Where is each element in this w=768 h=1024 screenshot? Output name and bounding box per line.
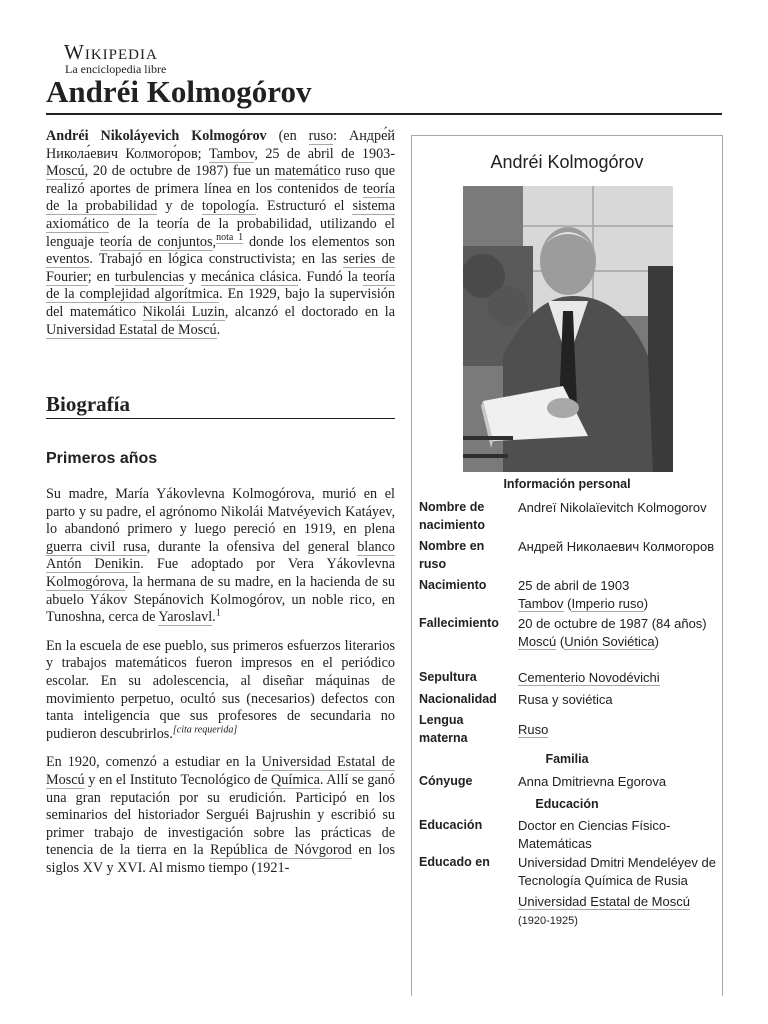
- link-novgorod[interactable]: República de Nóvgorod: [210, 842, 352, 859]
- text: (en: [266, 128, 309, 144]
- value: 25 de abril de 1903 Tambov (Imperio ruso): [518, 577, 718, 612]
- link-moscu-infobox[interactable]: Moscú: [518, 633, 557, 649]
- label: Nacimiento: [419, 578, 487, 592]
- label: Fallecimiento: [419, 616, 499, 630]
- value: [518, 854, 718, 930]
- value: Andreï Nikolaïevitch Kolmogorov: [518, 500, 707, 515]
- link-quimica[interactable]: Química: [271, 771, 320, 788]
- value: [518, 721, 718, 739]
- text: . Estructuró el: [255, 198, 353, 215]
- infobox: [411, 135, 723, 996]
- text: , durante la ofensiva del general: [146, 538, 358, 555]
- text: y: [184, 268, 202, 285]
- subject-name: Andréi Nikoláyevich Kolmogórov: [46, 128, 267, 144]
- link-universidad-moscu-2[interactable]: Universidad Estatal de Moscú: [46, 754, 395, 788]
- page-title: Andréi Kolmogórov: [46, 74, 312, 109]
- link-tambov[interactable]: Tambov: [209, 145, 255, 162]
- value: Андрей Николаевич Колмогоров: [518, 539, 715, 554]
- text: . Fundó la: [298, 268, 363, 285]
- text: .: [212, 609, 216, 626]
- heading-biografia: Biografía: [46, 392, 130, 416]
- label: Sepultura: [419, 670, 477, 684]
- text: , 25 de abril de 1903-: [254, 145, 395, 162]
- infobox-title: Andréi Kolmogórov: [490, 152, 644, 172]
- section-personal: Información personal: [503, 477, 631, 491]
- link-tambov-infobox[interactable]: Tambov: [518, 595, 564, 611]
- link-turbulencias[interactable]: turbulencias: [114, 268, 185, 285]
- label: Nacionalidad: [419, 692, 497, 706]
- title-divider: [46, 113, 722, 115]
- text: , 20 de octubre de 1987) fue un: [84, 163, 275, 180]
- label: Educación: [419, 818, 483, 832]
- link-ume-infobox[interactable]: Universidad Estatal de Moscú: [518, 894, 690, 909]
- text: En 1920, comenzó a estudiar en la: [46, 754, 262, 771]
- link-kolmogorova[interactable]: Kolmogórova: [46, 573, 125, 590]
- text: . Fue adoptado por Vera Yákovlevna: [140, 556, 395, 573]
- text: ; en: [87, 268, 115, 285]
- biography-body: [46, 486, 395, 888]
- text: ,: [212, 233, 217, 250]
- link-eventos[interactable]: eventos: [46, 251, 90, 268]
- text: En la escuela de ese pueblo, sus primeros esfuerzos literarios y trabajos matemáticos fueron impresos en el periódico escolar. En su adolescencia, al diseñar máquinas de movimiento perpetuo, ocultó sus (necesarios) defectos con tanta inteligencia que sus profesores de secundaria no pudieron descubrirlos.: [46, 637, 395, 742]
- paragraph: [46, 638, 395, 744]
- link-mecanica-clasica[interactable]: mecánica clásica: [201, 268, 299, 285]
- value: [518, 669, 718, 687]
- wikipedia-logo[interactable]: Wikipedia: [64, 40, 158, 64]
- text: en los siglos XV y XVI. Al mismo tiempo (1921-: [46, 842, 395, 876]
- heading-primeros-anos: Primeros años: [46, 450, 158, 467]
- text: donde los elementos son: [243, 233, 395, 250]
- section-familia: Familia: [545, 752, 589, 766]
- text: . Allí se ganó una gran reputación por su erudición. Participó en los seminarios del historiador Serguéi Bajrushin y escribió su primer trabajo de investigación sobre las prácticas de tenencia de la tierra en la: [46, 771, 395, 859]
- link-yaroslavl[interactable]: Yaroslavl: [158, 609, 213, 626]
- text: Su madre, María Yákovlevna Kolmogórova, murió en el parto y su padre, el agrónomo Nikolái Matvéyevich Katáyev, lo abandonó primero y luego pereció en 1919, en plena: [46, 486, 395, 538]
- link-denikin[interactable]: Antón Denikin: [46, 556, 141, 573]
- link-sistema-axiomatico[interactable]: sistema axiomático: [46, 198, 395, 232]
- text: , la hermana de su madre, en la hacienda de su abuelo Yákov Stepánovich Kolmogórov, un noble rico, en Tunoshna, cerca de: [46, 573, 395, 626]
- link-series-fourier[interactable]: series de Fourier: [46, 251, 395, 285]
- link-novodevichi[interactable]: Cementerio Novodévichi: [518, 670, 660, 685]
- value: Doctor en Ciencias Físico-Matemáticas: [518, 818, 671, 851]
- link-moscu[interactable]: Moscú: [46, 163, 85, 180]
- link-imperio-ruso[interactable]: Imperio ruso: [571, 595, 644, 611]
- text: de la teoría de la probabilidad, utilizando el lenguaje: [46, 215, 395, 250]
- text: .: [216, 321, 221, 338]
- text: ruso que realizó aportes de primera línea en los contenidos de: [46, 163, 395, 197]
- paragraph: [46, 754, 395, 877]
- label: Lengua materna: [419, 713, 468, 745]
- link-complejidad[interactable]: teoría de la complejidad algorítmica: [46, 268, 395, 303]
- portrait-photo[interactable]: [463, 186, 673, 472]
- link-universidad-moscu[interactable]: Universidad Estatal de Moscú: [46, 321, 217, 338]
- note-link[interactable]: nota 1: [216, 231, 244, 243]
- reference-link[interactable]: 1: [215, 607, 221, 619]
- link-guerra-civil[interactable]: guerra civil rusa: [46, 538, 147, 555]
- value: Rusa y soviética: [518, 692, 613, 707]
- text: , alcanzó el doctorado en la: [224, 303, 395, 320]
- paragraph: [46, 486, 395, 627]
- link-matematico[interactable]: matemático: [274, 163, 341, 180]
- link-probabilidad[interactable]: teoría de la probabilidad: [46, 180, 395, 215]
- link-topologia[interactable]: topología: [201, 198, 256, 215]
- section-divider: [46, 418, 395, 419]
- label: Cónyuge: [419, 774, 473, 788]
- school-1: Universidad Dmitri Mendeléyev de Tecnología Química de Rusia: [518, 855, 716, 888]
- text: : Андре́й Никола́евич Колмого́ров;: [46, 128, 395, 162]
- link-blanco[interactable]: blanco: [357, 538, 396, 555]
- text: y de: [157, 198, 202, 215]
- years: (1920-1925): [518, 914, 578, 927]
- label: Nombre de nacimiento: [419, 500, 485, 532]
- value: 20 de octubre de 1987 (84 años) Moscú (Unión Soviética): [518, 615, 718, 650]
- text: . Trabajó en lógica constructivista; en las: [89, 251, 344, 268]
- link-ruso-infobox[interactable]: Ruso: [518, 722, 549, 737]
- wikipedia-tagline: La enciclopedia libre: [65, 62, 167, 76]
- lead-paragraph: [46, 128, 395, 350]
- label: Nombre en ruso: [419, 539, 485, 571]
- citation-needed[interactable]: [cita requerida]: [172, 723, 238, 735]
- death-date: 20 de octubre de 1987 (84 años): [518, 616, 707, 631]
- text: . En 1929, bajo la supervisión del matemático: [46, 286, 395, 320]
- link-union-sovietica[interactable]: Unión Soviética: [564, 633, 655, 649]
- label: Educado en: [419, 855, 490, 869]
- value: Anna Dmitrievna Egorova: [518, 774, 667, 789]
- section-educacion: Educación: [535, 797, 599, 811]
- text: y en el Instituto Tecnológico de: [84, 771, 272, 788]
- birth-date: 25 de abril de 1903: [518, 578, 630, 593]
- link-ruso[interactable]: ruso: [308, 128, 334, 144]
- link-luzin[interactable]: Nikolái Luzin: [142, 303, 225, 320]
- link-teoria-conjuntos[interactable]: teoría de conjuntos: [99, 233, 213, 250]
